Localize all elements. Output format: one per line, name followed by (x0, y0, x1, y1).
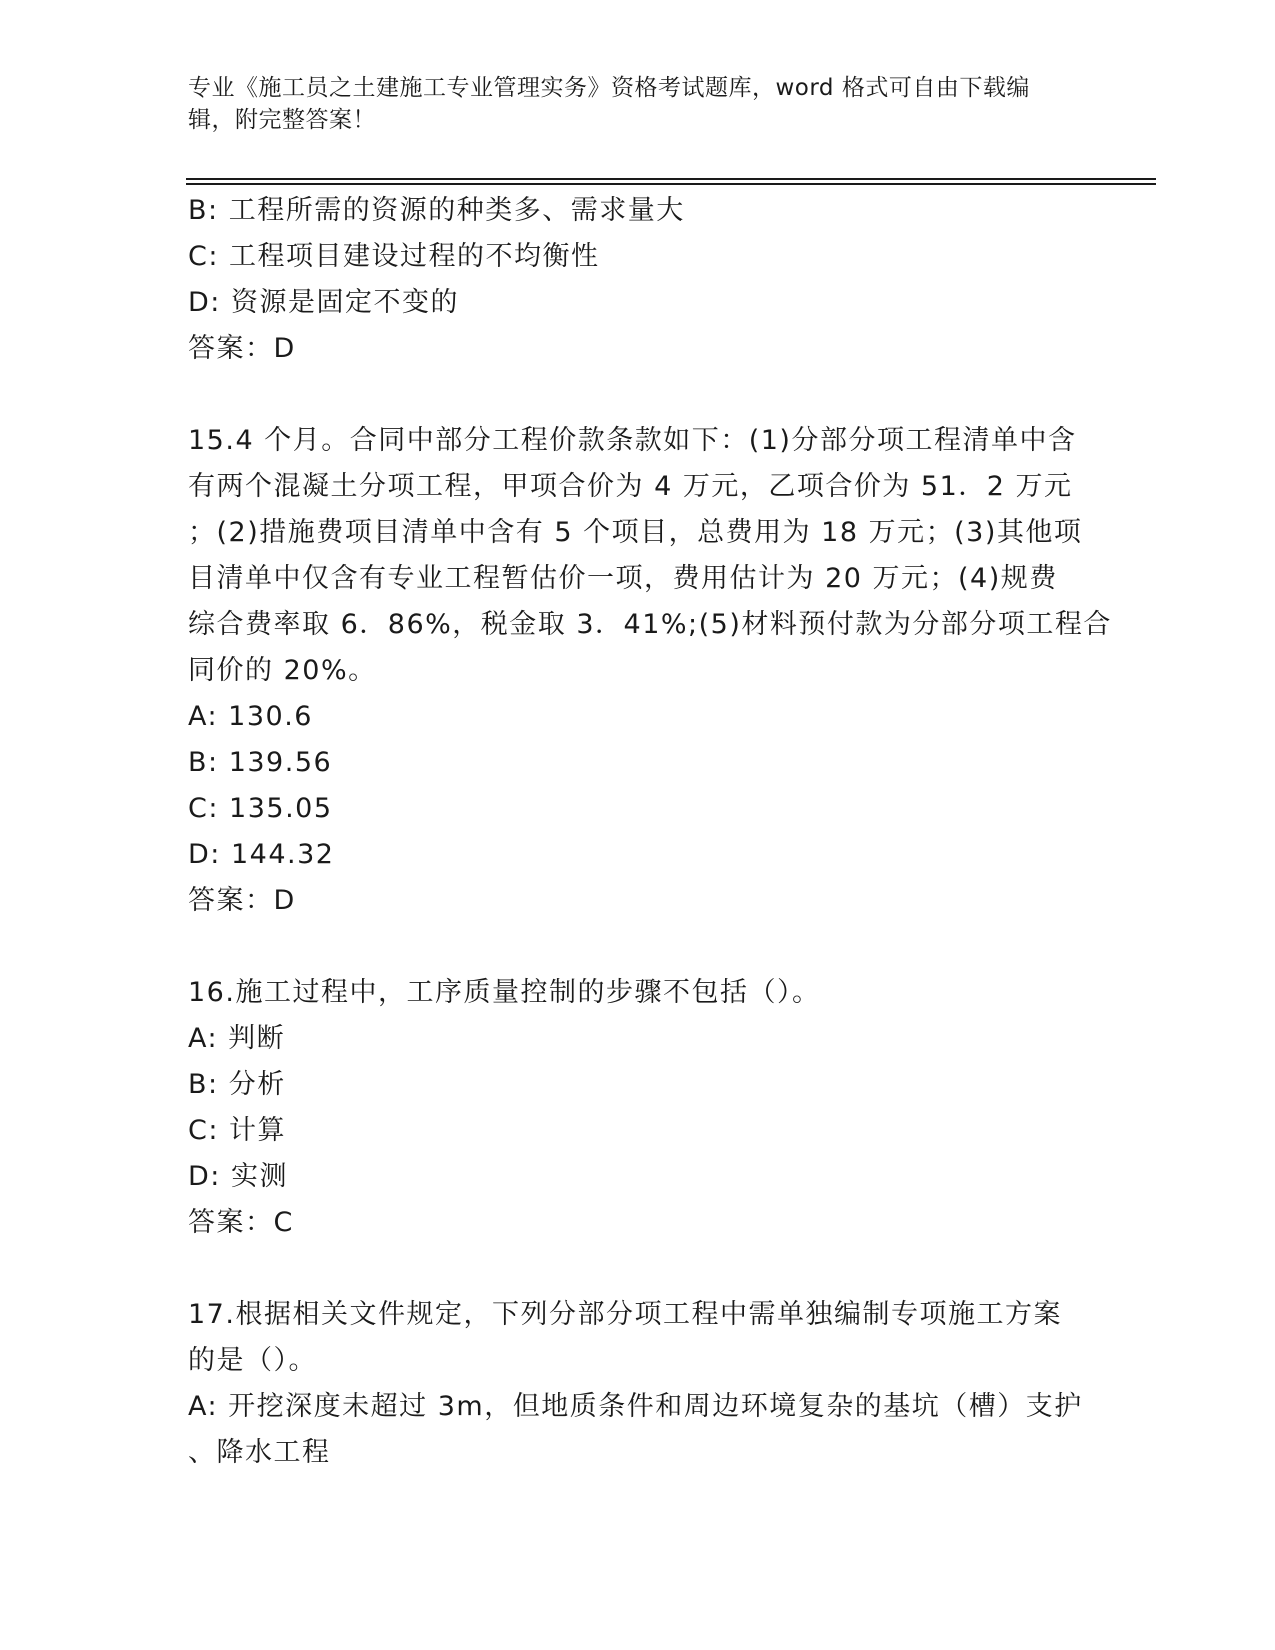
page-header (188, 72, 1068, 136)
option-d: D: 资源是固定不变的 (188, 287, 459, 318)
question-16 (188, 970, 1088, 1246)
option-a: A: 130.6 (188, 701, 313, 732)
header-line-1: 专业《施工员之土建施工专业管理实务》资格考试题库，word 格式可自由下载编 (188, 75, 1030, 101)
option-a-continued: 、降水工程 (188, 1437, 331, 1468)
spacer (188, 924, 1088, 970)
question-15 (188, 418, 1112, 924)
option-b: B: 139.56 (188, 747, 333, 778)
question-17 (188, 1292, 1088, 1476)
header-divider-bottom (186, 183, 1156, 185)
option-c: C: 工程项目建设过程的不均衡性 (188, 241, 600, 272)
answer: 答案：C (188, 1207, 294, 1238)
question-stem-line: 同价的 20%。 (188, 655, 377, 686)
option-a: A: 开挖深度未超过 3m，但地质条件和周边环境复杂的基坑（槽）支护 (188, 1391, 1083, 1422)
question-stem-line: 的是（）。 (188, 1345, 317, 1376)
question-content (188, 188, 1112, 1476)
option-c: C: 计算 (188, 1115, 287, 1146)
question-stem-line: 综合费率取 6．86%，税金取 3．41%;(5)材料预付款为分部分项工程合 (188, 609, 1112, 640)
option-d: D: 144.32 (188, 839, 335, 870)
question-stem-line: 17.根据相关文件规定，下列分部分项工程中需单独编制专项施工方案 (188, 1299, 1062, 1330)
question-stem-line: ；(2)措施费项目清单中含有 5 个项目，总费用为 18 万元；(3)其他项 (188, 517, 1083, 548)
header-divider-top (186, 178, 1156, 180)
option-a: A: 判断 (188, 1023, 286, 1054)
option-c: C: 135.05 (188, 793, 333, 824)
option-b: B: 分析 (188, 1069, 286, 1100)
spacer (188, 372, 1088, 418)
spacer (188, 1246, 1088, 1292)
question-stem-line: 目清单中仅含有专业工程暂估价一项，费用估计为 20 万元；(4)规费 (188, 563, 1058, 594)
question-stem-line: 有两个混凝土分项工程，甲项合价为 4 万元，乙项合价为 51．2 万元 (188, 471, 1073, 502)
question-14-continued (188, 188, 1088, 372)
option-d: D: 实测 (188, 1161, 288, 1192)
question-stem-line: 16.施工过程中，工序质量控制的步骤不包括（）。 (188, 977, 821, 1008)
question-stem-line: 15.4 个月。合同中部分工程价款条款如下：(1)分部分项工程清单中含 (188, 425, 1077, 456)
answer: 答案：D (188, 333, 296, 364)
option-b: B: 工程所需的资源的种类多、需求量大 (188, 195, 685, 226)
header-line-2: 辑，附完整答案！ (188, 107, 376, 133)
answer: 答案：D (188, 885, 296, 916)
